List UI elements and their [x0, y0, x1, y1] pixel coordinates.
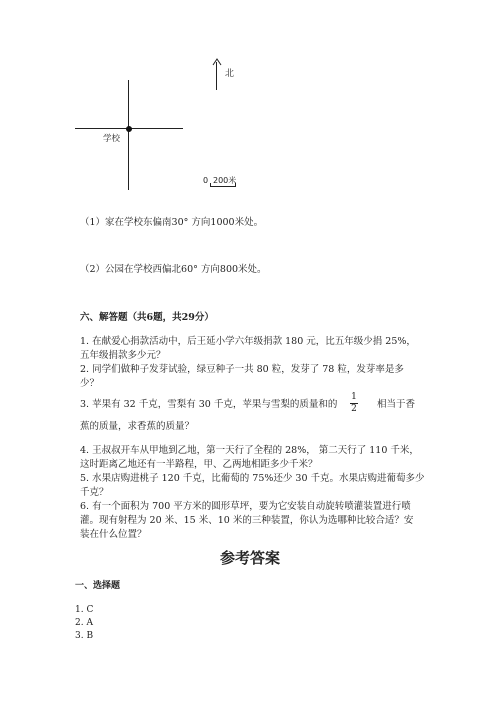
- school-label: 学校: [103, 134, 121, 144]
- problem-3-line-1: 3. 苹果有 32 千克，雪梨有 30 千克，苹果与雪梨的质量和的: [80, 399, 338, 410]
- fraction-half: [349, 392, 359, 415]
- scale-zero-label: 0: [203, 176, 209, 185]
- problem-1-line-1: 1. 在献爱心捐款活动中，后王延小学六年级捐款 180 元，比五年级少捐 25%，: [80, 336, 416, 347]
- school-point: [126, 126, 132, 132]
- problem-1-line-2: 五年级捐款多少元？: [80, 350, 166, 361]
- problem-3-tail: 相当于香: [377, 399, 416, 410]
- problem-4-line-2: 这时距离乙地还有一半路程，甲、乙两地相距多少千米？: [80, 459, 318, 470]
- problem-5-line-2: 千克？: [80, 487, 109, 498]
- problem-6-line-1: 6. 有一个面积为 700 平方米的圆形草坪，要为它安装自动旋转喷灌装置进行喷: [80, 501, 411, 512]
- problem-3-line-2: 蕉的质量，求香蕉的质量？: [80, 421, 195, 432]
- task-2: （2）公园在学校西偏北60° 方向800米处。: [80, 264, 267, 275]
- scale-bar: [210, 183, 236, 187]
- fraction-denominator: 2: [351, 404, 357, 414]
- task-1: （1）家在学校东偏南30° 方向1000米处。: [80, 217, 264, 228]
- north-south-axis: [128, 80, 129, 190]
- problem-2-line-2: 少？: [80, 378, 100, 389]
- problem-2-line-1: 2. 同学们做种子发芽试验，绿豆种子一共 80 粒，发芽了 78 粒，发芽率是多: [80, 364, 404, 375]
- north-arrow-icon: [212, 58, 222, 66]
- answers-heading: 参考答案: [219, 549, 280, 567]
- answers-section-title: 一、选择题: [75, 581, 121, 591]
- answer-item: 2. A: [75, 618, 93, 628]
- north-label: 北: [225, 69, 235, 79]
- problem-6-line-2: 灌。现有射程为 20 米、15 米、10 米的三种装置，你认为选哪种比较合适？安: [80, 515, 414, 526]
- scale-label: 200米: [213, 176, 237, 185]
- problem-6-line-3: 装在什么位置？: [80, 529, 147, 540]
- section-6-title: 六、解答题（共6题，共29分）: [80, 312, 214, 323]
- problem-5-line-1: 5. 水果店购进桃子 120 千克，比葡萄的 75%还少 30 千克。水果店购进葡萄多少: [80, 473, 425, 484]
- fraction-numerator: 1: [351, 392, 357, 402]
- answer-item: 3. B: [75, 631, 94, 641]
- answer-item: 1. C: [75, 605, 94, 615]
- north-arrow-line: [216, 62, 217, 90]
- problem-4-line-1: 4. 王叔叔开车从甲地到乙地，第一天行了全程的 28%， 第二天行了 110 千米，: [80, 445, 419, 456]
